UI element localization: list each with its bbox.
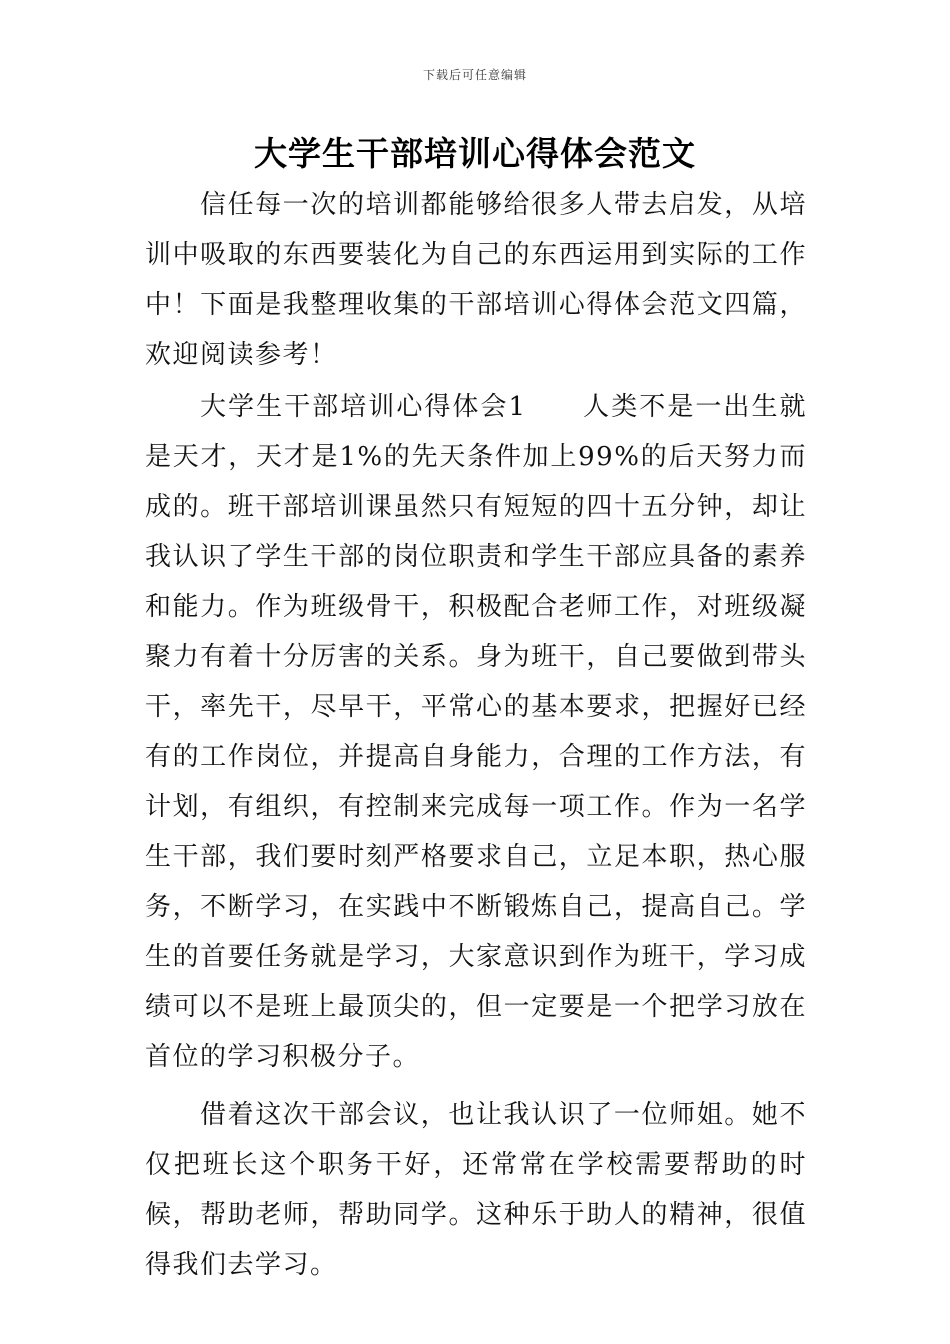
- download-note: 下载后可任意编辑: [422, 68, 527, 82]
- paragraph-experience-1: 大学生干部培训心得体会1 人类不是一出生就是天才，天才是1%的先天条件加上99%的后天努力而成的。班干部培训课虽然只有短短的四十五分钟，却让我认识了学生干部的岗位职责和学生干部应具备的素养和能力。作为班级骨干，积极配合老师工作，对班级凝聚力有着十分厉害的关系。身为班干，自己要做到带头干，率先干，尽早干，平常心的基本要求，把握好已经有的工作岗位，并提高自身能力，合理的工作方法，有计划，有组织，有控制来完成每一项工作。作为一名学生干部，我们要时刻严格要求自己，立足本职，热心服务，不断学习，在实践中不断锻炼自己，提高自己。学生的首要任务就是学习，大家意识到作为班干，学习成绩可以不是班上最顶尖的，但一定要是一个把学习放在首位的学习积极分子。: [145, 392, 807, 1072]
- document-title: 大学生干部培训心得体会范文: [254, 134, 696, 173]
- paragraph-intro: 信任每一次的培训都能够给很多人带去启发，从培训中吸取的东西要装化为自己的东西运用到实际的工作中！下面是我整理收集的干部培训心得体会范文四篇，欢迎阅读参考！: [145, 190, 807, 370]
- paragraph-senior-sister: 借着这次干部会议，也让我认识了一位师姐。她不仅把班长这个职务干好，还常常在学校需要帮助的时候，帮助老师，帮助同学。这种乐于助人的精神，很值得我们去学习。: [145, 1100, 807, 1280]
- document-body: [145, 180, 807, 1290]
